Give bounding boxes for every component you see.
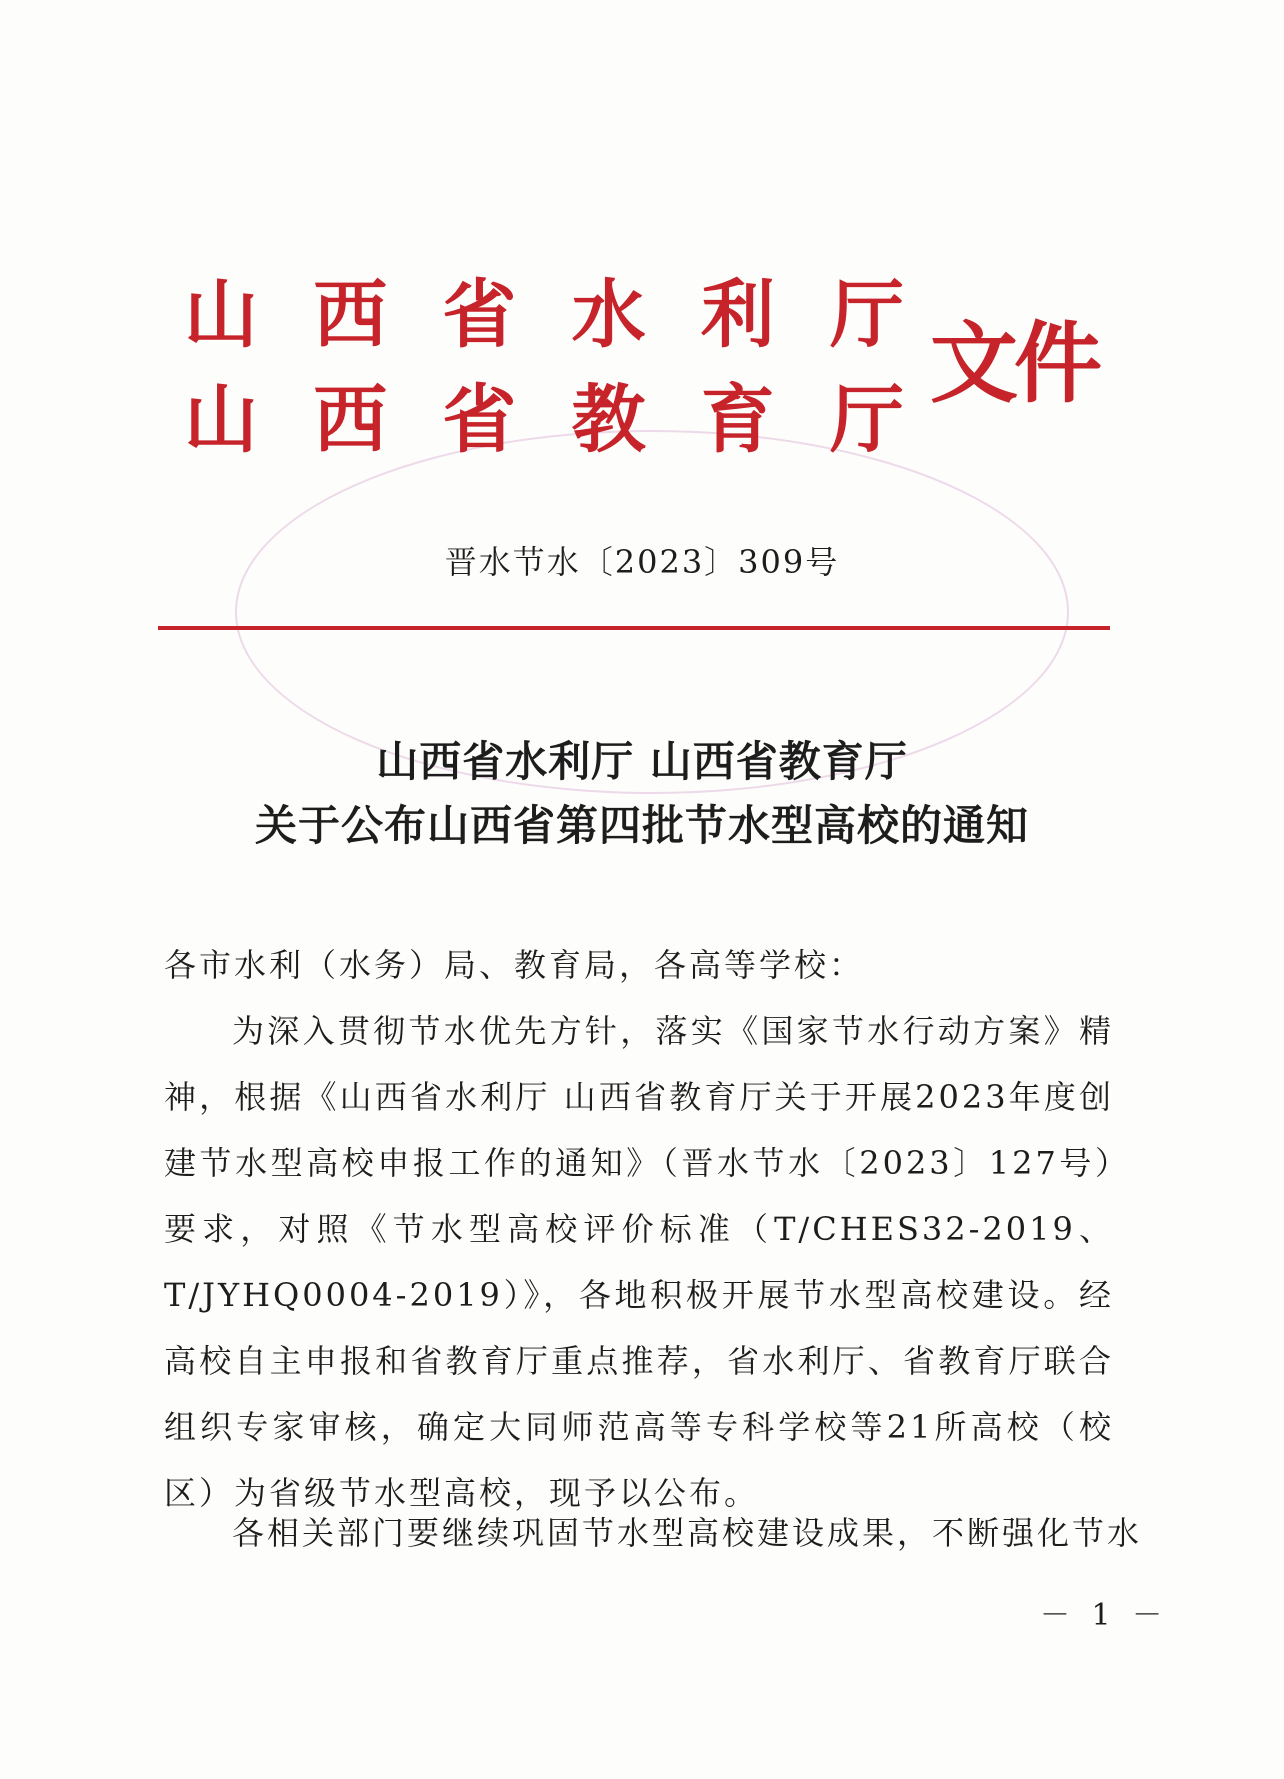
letterhead-char: 山 <box>184 377 258 463</box>
letterhead-char: 省 <box>442 377 517 463</box>
document-title-line-2: 关于公布山西省第四批节水型高校的通知 <box>254 801 1029 850</box>
letterhead-char: 西 <box>313 272 388 358</box>
letterhead-char: 山 <box>184 272 258 358</box>
letterhead-char: 育 <box>700 377 775 463</box>
letterhead-char: 西 <box>313 377 388 463</box>
body-paragraph-1: 为深入贯彻节水优先方针，落实《国家节水行动方案》精神，根据《山西省水利厅 山西省教育厅关于开展2023年度创建节水型高校申报工作的通知》（晋水节水〔2023〕127号）要求，对照《节水型高校评价标准（T/CHES32-2019、T/JYHQ0004-2019）》，各地积极开展节水型高校建设。经高校自主申报和省教育厅重点推荐，省水利厅、省教育厅联合组织专家审核，确定大同师范高等专科学校等21所高校（校区）为省级节水型高校，现予以公布。 <box>164 1012 1114 1512</box>
letterhead-agency-education <box>184 375 904 465</box>
letterhead-char: 厅 <box>829 272 904 358</box>
letterhead-char: 利 <box>700 272 775 358</box>
document-title-line-1: 山西省水利厅 山西省教育厅 <box>376 737 908 786</box>
letterhead-char: 厅 <box>829 377 904 463</box>
letterhead-char: 水 <box>571 272 646 358</box>
page-number: － 1 － <box>1040 1598 1169 1633</box>
red-divider-line <box>158 626 1110 630</box>
letterhead-char: 教 <box>571 377 646 463</box>
body-paragraph-2: 各相关部门要继续巩固节水型高校建设成果，不断强化节水 <box>232 1514 1143 1552</box>
document-number: 晋水节水〔2023〕309号 <box>444 543 840 581</box>
letterhead-agency-water <box>184 270 904 360</box>
letterhead-doc-type: 文件 <box>930 311 1099 415</box>
salutation: 各市水利（水务）局、教育局，各高等学校： <box>164 946 865 984</box>
letterhead-char: 省 <box>442 272 517 358</box>
